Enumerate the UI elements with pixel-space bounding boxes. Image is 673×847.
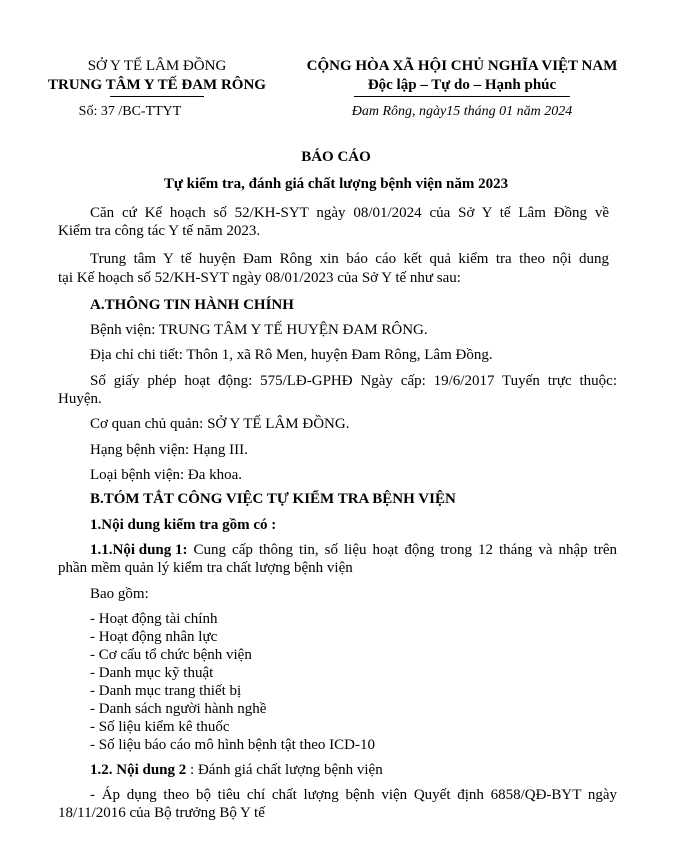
list-item: - Hoạt động nhân lực [90, 629, 218, 645]
content-2-line [90, 762, 383, 779]
list-item: - Cơ cấu tổ chức bệnh viện [90, 647, 252, 663]
apply-line-2: 18/11/2016 của Bộ trưởng Bộ Y tế [58, 805, 265, 821]
list-item: - Danh sách người hành nghề [90, 701, 267, 717]
content-1-text: Cung cấp thông tin, số liệu hoạt động trong 12 tháng và nhập trên [187, 542, 617, 558]
place-date: Đam Rông, ngày15 tháng 01 năm 2024 [351, 104, 573, 119]
license-line-2: Huyện. [58, 391, 102, 407]
content-1-label: 1.1.Nội dung 1: [90, 542, 188, 558]
content-1-line-2: phần mềm quản lý kiểm tra chất lượng bệnh viện [58, 560, 353, 576]
list-item: - Danh mục kỹ thuật [90, 665, 214, 681]
intro-paragraph-1-line-1: Căn cứ Kế hoạch số 52/KH-SYT ngày 08/01/2024 của Sở Y tế Lâm Đồng về [90, 205, 609, 221]
list-item: - Số liệu báo cáo mô hình bệnh tật theo ICD-10 [90, 737, 375, 753]
list-item: - Danh mục trang thiết bị [90, 683, 242, 699]
governing-authority: Cơ quan chủ quản: SỞ Y TẾ LÂM ĐỒNG. [90, 416, 350, 432]
intro-paragraph-1-line-2: Kiểm tra công tác Y tế năm 2023. [58, 223, 261, 239]
content-1-line-1 [90, 542, 617, 559]
subsection-1-heading: 1.Nội dung kiểm tra gồm có : [90, 517, 277, 533]
section-b-heading: B.TÓM TẮT CÔNG VIỆC TỰ KIỂM TRA BỆNH VIỆN [90, 491, 456, 507]
list-item: - Số liệu kiểm kê thuốc [90, 719, 230, 735]
document-number: Số: 37 /BC-TTYT [78, 104, 182, 119]
agency-name: SỞ Y TẾ LÂM ĐỒNG [87, 58, 227, 74]
content-2-label: 1.2. Nội dung 2 [90, 762, 187, 778]
motto: Độc lập – Tự do – Hạnh phúc [367, 77, 557, 93]
intro-paragraph-2-line-2: tại Kế hoạch số 52/KH-SYT ngày 08/01/2023 của Sở Y tế như sau: [58, 270, 461, 286]
hospital-address: Địa chỉ chi tiết: Thôn 1, xã Rô Men, huyện Đam Rông, Lâm Đồng. [90, 347, 493, 363]
report-title: BÁO CÁO [301, 149, 371, 165]
includes-label: Bao gồm: [90, 586, 149, 602]
hospital-name: Bệnh viện: TRUNG TÂM Y TẾ HUYỆN ĐAM RÔNG. [90, 322, 428, 338]
center-name: TRUNG TÂM Y TẾ ĐAM RÔNG [48, 77, 266, 93]
apply-line-1: - Áp dụng theo bộ tiêu chí chất lượng bệnh viện Quyết định 6858/QĐ-BYT ngày [90, 787, 617, 803]
content-2-text: : Đánh giá chất lượng bệnh viện [186, 762, 383, 778]
intro-paragraph-2-line-1: Trung tâm Y tế huyện Đam Rông xin báo cáo kết quả kiểm tra theo nội dung [90, 251, 609, 267]
section-a-heading: A.THÔNG TIN HÀNH CHÍNH [90, 297, 294, 313]
hospital-type: Loại bệnh viện: Đa khoa. [90, 467, 243, 483]
list-item: - Hoạt động tài chính [90, 611, 218, 627]
license-line-1: Số giấy phép hoạt động: 575/LĐ-GPHĐ Ngày cấp: 19/6/2017 Tuyến trực thuộc: [90, 373, 617, 389]
report-subtitle: Tự kiểm tra, đánh giá chất lượng bệnh viện năm 2023 [163, 176, 509, 192]
motto-underline [354, 96, 570, 97]
nation-title: CỘNG HÒA XÃ HỘI CHỦ NGHĨA VIỆT NAM [306, 58, 618, 74]
hospital-rank: Hạng bệnh viện: Hạng III. [90, 442, 248, 458]
center-underline [110, 96, 204, 97]
